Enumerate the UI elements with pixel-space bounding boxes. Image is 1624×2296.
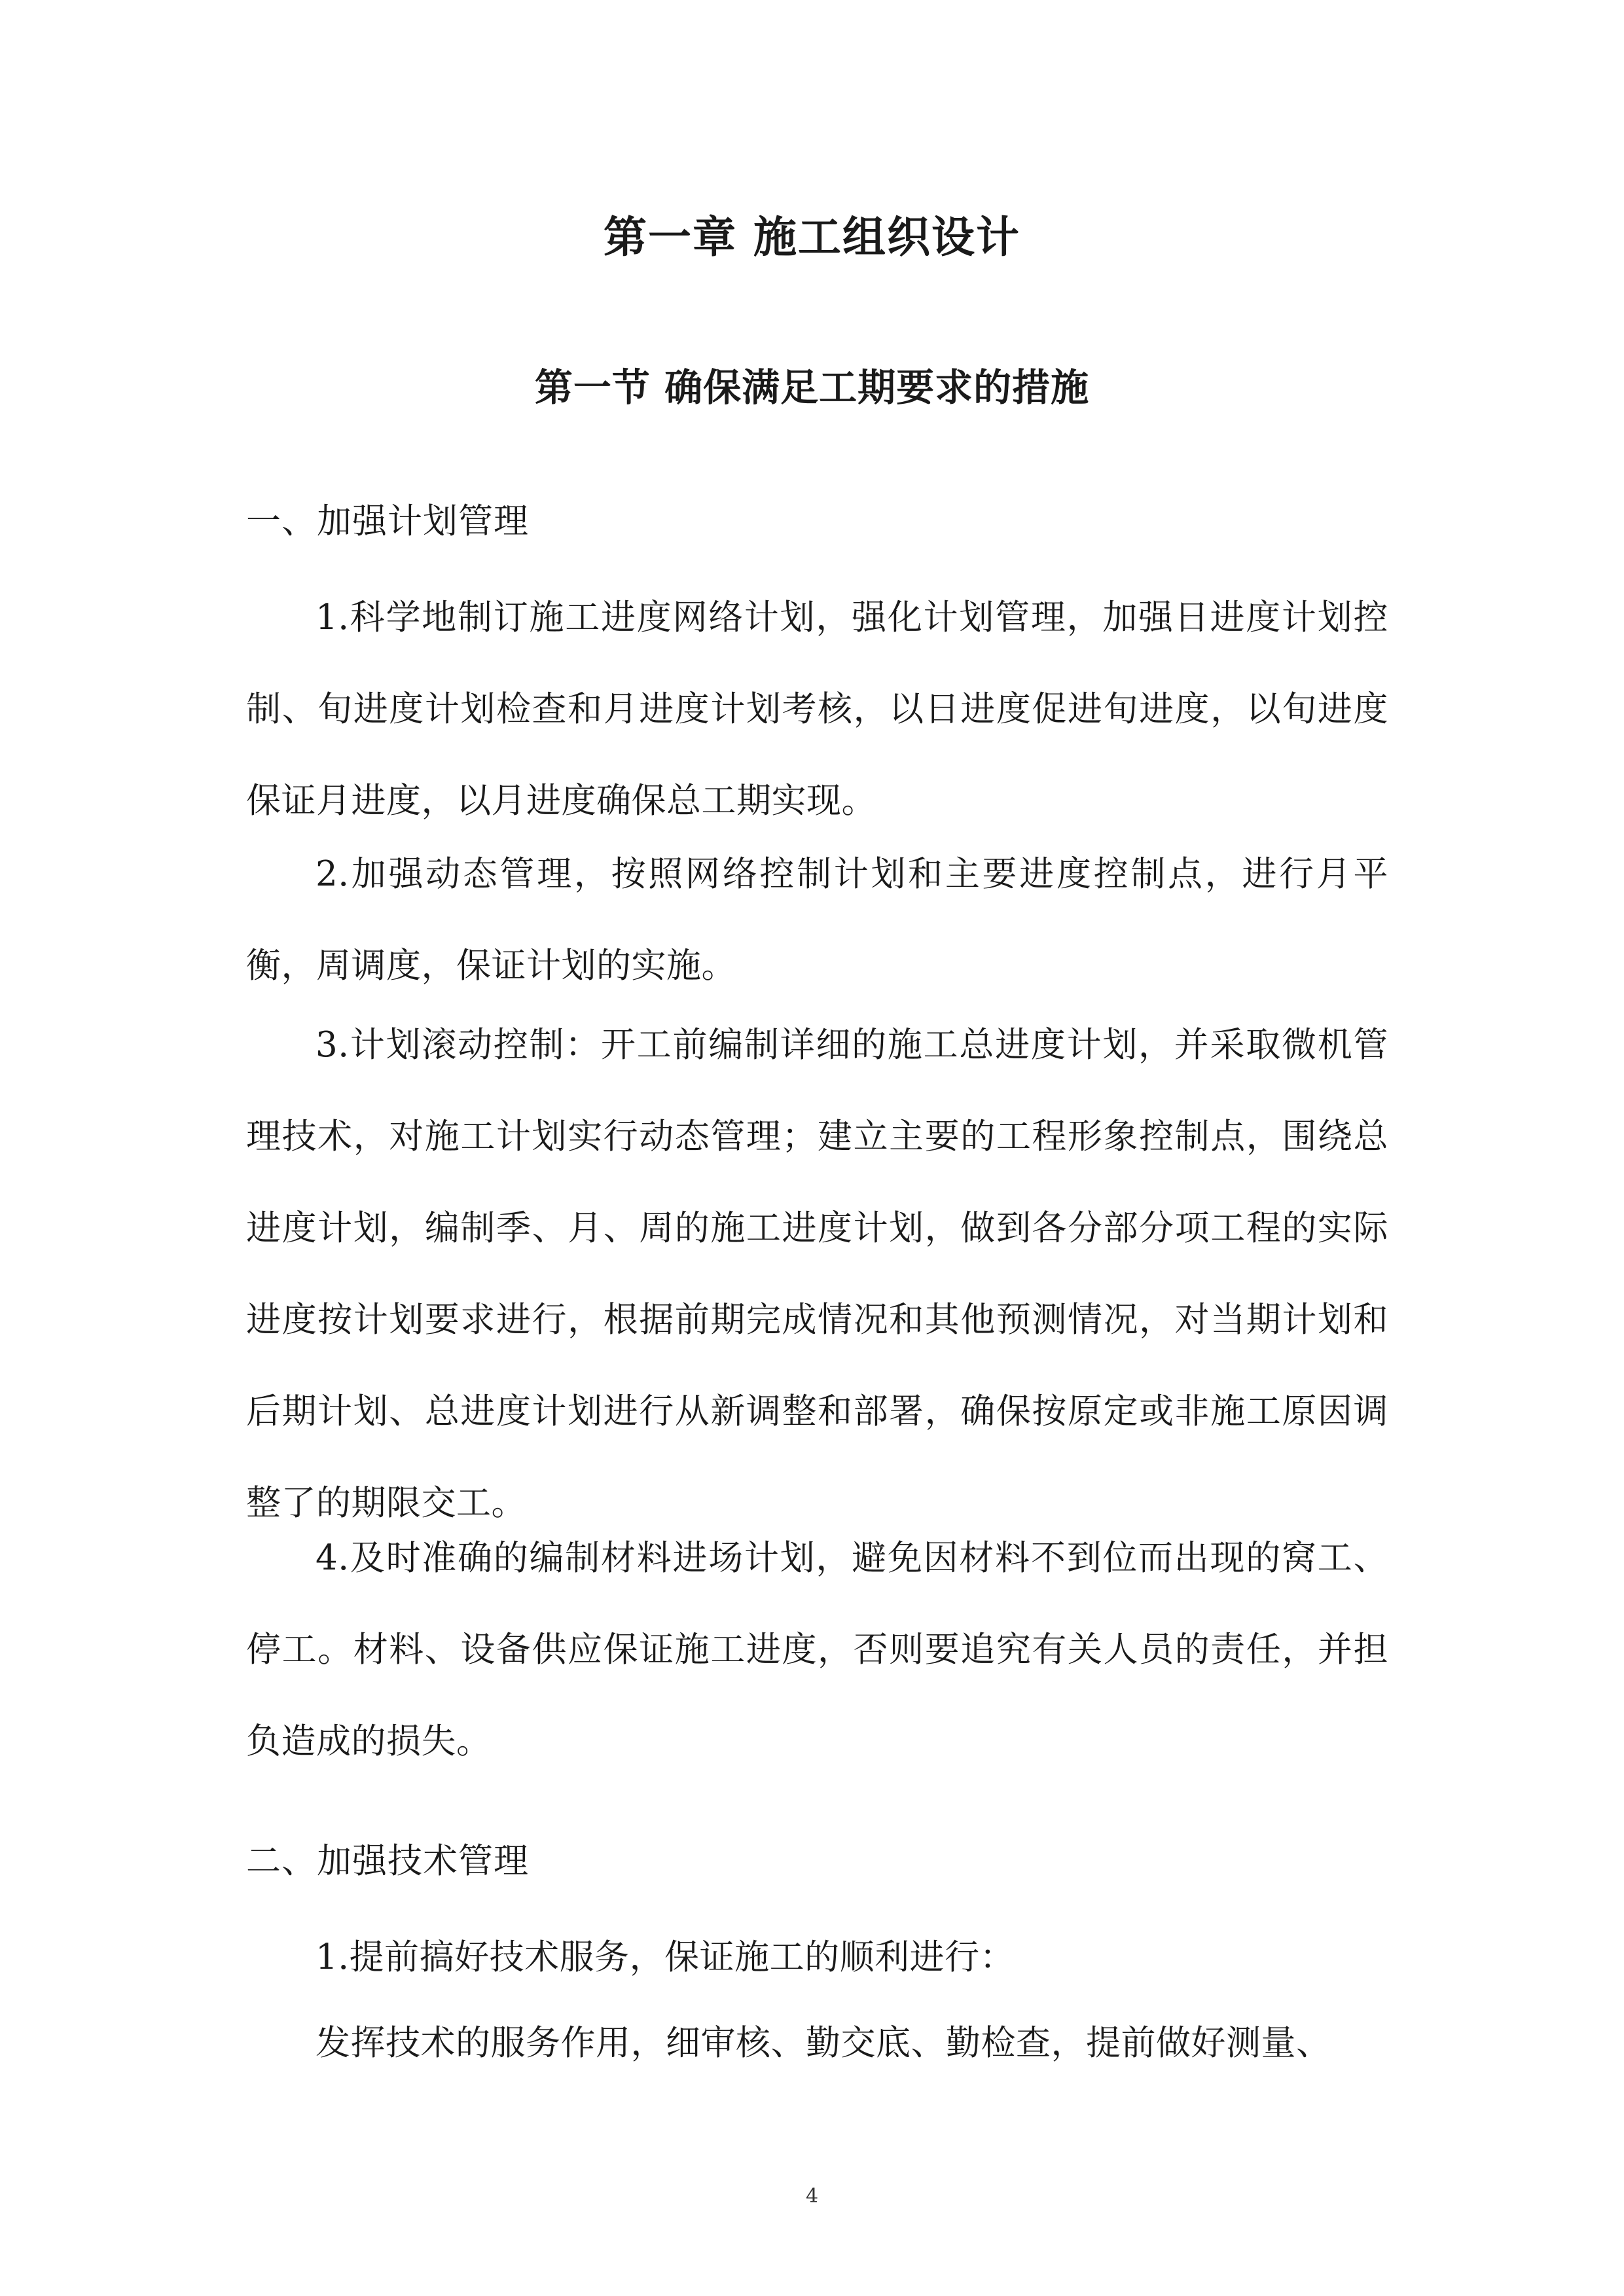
paragraph-2-1: 1.提前搞好技术服务，保证施工的顺利进行：: [316, 1937, 1015, 1977]
paragraph-1-3: 3.计划滚动控制：开工前编制详细的施工总进度计划，并采取微机管理技术，对施工计划实行动态管理；建立主要的工程形象控制点，围绕总进度计划，编制季、月、周的施工进度计划，做到各分部分项工程的实际进度按计划要求进行，根据前期完成情况和其他预测情况，对当期计划和后期计划、总进度计划进行从新调整和部署，确保按原定或非施工原因调整了的期限交工。: [246, 1025, 1388, 1523]
part-heading-1: 一、加强计划管理: [246, 501, 529, 541]
paragraph-1-4: 4.及时准确的编制材料进场计划，避免因材料不到位而出现的窝工、停工。材料、设备供应保证施工进度，否则要追究有关人员的责任，并担负造成的损失。: [246, 1538, 1388, 1761]
page-number: 4: [805, 2185, 819, 2208]
part-heading-2: 二、加强技术管理: [246, 1841, 529, 1881]
paragraph-1-2: 2.加强动态管理，按照网络控制计划和主要进度控制点，进行月平衡，周调度，保证计划的实施。: [246, 854, 1388, 986]
paragraph-1-1: 1.科学地制订施工进度网络计划，强化计划管理，加强日进度计划控制、旬进度计划检查和月进度计划考核，以日进度促进旬进度，以旬进度保证月进度，以月进度确保总工期实现。: [246, 598, 1388, 821]
chapter-title: 第一章 施工组织设计: [604, 212, 1020, 262]
paragraph-2-2: 发挥技术的服务作用，细审核、勤交底、勤检查，提前做好测量、: [316, 2023, 1331, 2063]
section-title: 第一节 确保满足工期要求的措施: [534, 365, 1090, 410]
